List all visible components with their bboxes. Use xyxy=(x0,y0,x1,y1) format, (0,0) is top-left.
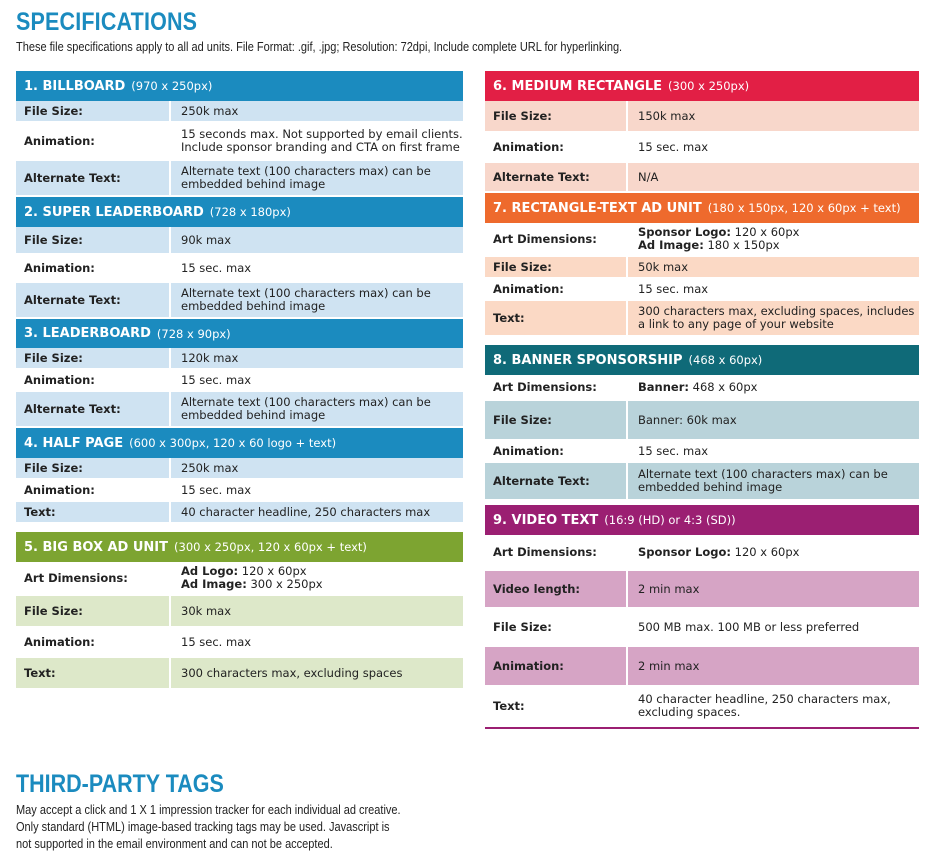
spec-section xyxy=(485,345,919,501)
spec-value: 2 min max xyxy=(638,658,700,673)
section-header xyxy=(485,193,919,223)
spec-row xyxy=(16,628,463,658)
spec-row xyxy=(16,123,463,161)
section-header xyxy=(485,505,919,535)
spec-section xyxy=(485,193,919,337)
spec-value: 15 sec. max xyxy=(181,372,252,387)
spec-row xyxy=(16,658,463,690)
spec-row xyxy=(16,101,463,123)
section-header xyxy=(485,345,919,375)
spec-label: Text: xyxy=(485,301,628,335)
spec-row xyxy=(485,401,919,441)
spec-value: 250k max xyxy=(181,103,239,118)
spec-label: File Size: xyxy=(16,348,171,368)
spec-label: File Size: xyxy=(16,596,171,626)
spec-label: Text: xyxy=(16,502,171,522)
spec-row xyxy=(16,227,463,255)
section-header xyxy=(16,532,463,562)
spec-value xyxy=(628,223,919,255)
spec-row xyxy=(16,255,463,283)
spec-section xyxy=(485,505,919,729)
spec-value: 15 sec. max xyxy=(181,260,252,275)
section-dimensions: (16:9 (HD) or 4:3 (SD)) xyxy=(604,513,736,527)
spec-section xyxy=(16,71,463,197)
third-party-line: not supported in the email environment and can not be accepted. xyxy=(16,837,333,851)
third-party-line: May accept a click and 1 X 1 impression tracker for each individual ad creative. xyxy=(16,803,401,817)
section-title: 5. BIG BOX AD UNIT xyxy=(24,539,169,555)
spec-value: 15 seconds max. Not supported by email clients. Include sponsor branding and CTA on first frame xyxy=(181,127,463,154)
section-dimensions: (970 x 250px) xyxy=(131,79,213,93)
spec-label: File Size: xyxy=(16,227,171,253)
spec-value xyxy=(628,375,919,399)
third-party-title: THIRD-PARTY TAGS xyxy=(16,770,224,798)
spec-label: File Size: xyxy=(485,609,628,645)
spec-value-key: Sponsor Logo: xyxy=(638,544,731,559)
section-header xyxy=(16,319,463,348)
spec-label: Animation: xyxy=(16,370,171,390)
spec-row xyxy=(16,348,463,370)
spec-row xyxy=(16,392,463,428)
spec-value-line xyxy=(638,239,799,252)
spec-label: File Size: xyxy=(485,257,628,277)
page-subtitle: These file specifications apply to all ad units. File Format: .gif, .jpg; Resolution: 72dpi, Include complete URL for hyperlinking. xyxy=(16,40,623,54)
spec-row xyxy=(485,463,919,501)
section-header xyxy=(16,197,463,227)
spec-label: Art Dimensions: xyxy=(485,223,628,255)
spec-value: 40 character headline, 250 characters max xyxy=(181,504,431,519)
section-bottom-rule xyxy=(485,727,919,729)
spec-value: Alternate text (100 characters max) can be embedded behind image xyxy=(181,286,431,313)
spec-label: Text: xyxy=(485,687,628,725)
spec-row xyxy=(16,596,463,628)
spec-value: Alternate text (100 characters max) can be embedded behind image xyxy=(181,164,431,191)
spec-label: Alternate Text: xyxy=(485,163,628,191)
spec-section xyxy=(16,197,463,319)
section-title: 2. SUPER LEADERBOARD xyxy=(24,204,204,220)
spec-row xyxy=(485,257,919,279)
spec-section xyxy=(485,71,919,193)
spec-row xyxy=(485,687,919,727)
spec-value-key: Sponsor Logo: xyxy=(638,225,731,239)
spec-value: 30k max xyxy=(181,603,232,618)
spec-row xyxy=(485,223,919,257)
spec-row xyxy=(485,279,919,301)
section-title: 8. BANNER SPONSORSHIP xyxy=(493,352,683,368)
spec-value-line xyxy=(638,546,799,559)
section-dimensions: (300 x 250px) xyxy=(668,79,750,93)
spec-row xyxy=(485,133,919,163)
spec-value-text: 300 x 250px xyxy=(250,577,323,591)
spec-label: File Size: xyxy=(485,101,628,131)
spec-value: N/A xyxy=(638,169,659,184)
spec-value: 15 sec. max xyxy=(638,281,709,296)
spec-value: 120k max xyxy=(181,350,239,365)
spec-value xyxy=(171,562,463,594)
spec-label: Animation: xyxy=(16,123,171,159)
spec-value: Alternate text (100 characters max) can be embedded behind image xyxy=(181,395,431,422)
spec-row xyxy=(485,101,919,133)
section-title: 4. HALF PAGE xyxy=(24,435,124,451)
spec-section xyxy=(16,532,463,690)
spec-label: File Size: xyxy=(16,101,171,121)
spec-label: Art Dimensions: xyxy=(485,535,628,569)
spec-row xyxy=(16,370,463,392)
spec-label: Art Dimensions: xyxy=(16,562,171,594)
section-title: 3. LEADERBOARD xyxy=(24,326,151,341)
spec-value-text: 468 x 60px xyxy=(692,379,758,394)
spec-row xyxy=(16,161,463,197)
spec-value: 150k max xyxy=(638,108,696,123)
spec-value xyxy=(628,535,919,569)
spec-value-key: Banner: xyxy=(638,379,689,394)
spec-value-line xyxy=(181,578,323,591)
spec-value-text: 120 x 60px xyxy=(241,564,307,578)
spec-section xyxy=(16,319,463,428)
spec-row xyxy=(485,571,919,609)
spec-label: Animation: xyxy=(16,255,171,281)
spec-value: 50k max xyxy=(638,259,689,274)
spec-section xyxy=(16,428,463,524)
section-header xyxy=(16,71,463,101)
spec-row xyxy=(16,562,463,596)
spec-row xyxy=(16,283,463,319)
section-title: 6. MEDIUM RECTANGLE xyxy=(493,78,663,94)
spec-label: Alternate Text: xyxy=(16,392,171,426)
spec-row xyxy=(16,502,463,524)
spec-label: Text: xyxy=(16,658,171,688)
spec-label: File Size: xyxy=(16,458,171,478)
spec-label: Animation: xyxy=(485,133,628,161)
third-party-text xyxy=(16,802,401,853)
spec-value: 250k max xyxy=(181,460,239,475)
spec-value: 300 characters max, excluding spaces xyxy=(181,665,403,680)
spec-row xyxy=(485,375,919,401)
spec-value-key: Ad Logo: xyxy=(181,564,239,578)
spec-row xyxy=(485,535,919,571)
section-dimensions: (468 x 60px) xyxy=(688,353,763,367)
spec-value: 15 sec. max xyxy=(181,634,252,649)
spec-label: Animation: xyxy=(485,647,628,685)
spec-row xyxy=(16,458,463,480)
spec-value-text: 120 x 60px xyxy=(734,225,800,239)
spec-value-line xyxy=(638,381,757,394)
spec-row xyxy=(485,301,919,337)
spec-label: Animation: xyxy=(16,628,171,656)
section-title: 1. BILLBOARD xyxy=(24,78,126,94)
spec-value: 15 sec. max xyxy=(638,139,709,154)
right-column xyxy=(485,71,919,729)
spec-row xyxy=(16,480,463,502)
spec-row xyxy=(485,163,919,193)
spec-row xyxy=(485,647,919,687)
spec-value: 15 sec. max xyxy=(181,482,252,497)
spec-value: 2 min max xyxy=(638,581,700,596)
page-title: SPECIFICATIONS xyxy=(16,8,198,36)
spec-label: Animation: xyxy=(485,441,628,461)
spec-value: 90k max xyxy=(181,232,232,247)
section-dimensions: (300 x 250px, 120 x 60px + text) xyxy=(174,540,367,554)
spec-label: Animation: xyxy=(16,480,171,500)
spec-label: Art Dimensions: xyxy=(485,375,628,399)
spec-label: Alternate Text: xyxy=(16,161,171,195)
section-title: 7. RECTANGLE-TEXT AD UNIT xyxy=(493,200,702,216)
spec-value: 15 sec. max xyxy=(638,443,709,458)
left-column xyxy=(16,71,463,690)
section-dimensions: (728 x 90px) xyxy=(156,326,231,341)
spec-value: 40 character headline, 250 characters max, excluding spaces. xyxy=(638,692,891,719)
spec-value-text: 180 x 150px xyxy=(707,238,780,252)
section-dimensions: (600 x 300px, 120 x 60 logo + text) xyxy=(129,436,337,450)
spec-value-key: Ad Image: xyxy=(638,238,704,252)
section-dimensions: (180 x 150px, 120 x 60px + text) xyxy=(707,201,901,215)
spec-value: Banner: 60k max xyxy=(638,412,737,427)
spec-value: Alternate text (100 characters max) can be embedded behind image xyxy=(638,467,888,494)
spec-value-key: Ad Image: xyxy=(181,577,247,591)
spec-row xyxy=(485,609,919,647)
spec-label: Video length: xyxy=(485,571,628,607)
section-dimensions: (728 x 180px) xyxy=(209,205,291,219)
section-header xyxy=(16,428,463,458)
third-party-line: Only standard (HTML) image-based tracking tags may be used. Javascript is xyxy=(16,820,390,834)
spec-value: 300 characters max, excluding spaces, includes a link to any page of your website xyxy=(638,304,915,331)
spec-label: Alternate Text: xyxy=(485,463,628,499)
section-header xyxy=(485,71,919,101)
spec-value: 500 MB max. 100 MB or less preferred xyxy=(638,619,860,634)
spec-label: Animation: xyxy=(485,279,628,299)
spec-value-text: 120 x 60px xyxy=(734,544,800,559)
spec-label: File Size: xyxy=(485,401,628,439)
spec-label: Alternate Text: xyxy=(16,283,171,317)
spec-row xyxy=(485,441,919,463)
section-title: 9. VIDEO TEXT xyxy=(493,512,599,528)
